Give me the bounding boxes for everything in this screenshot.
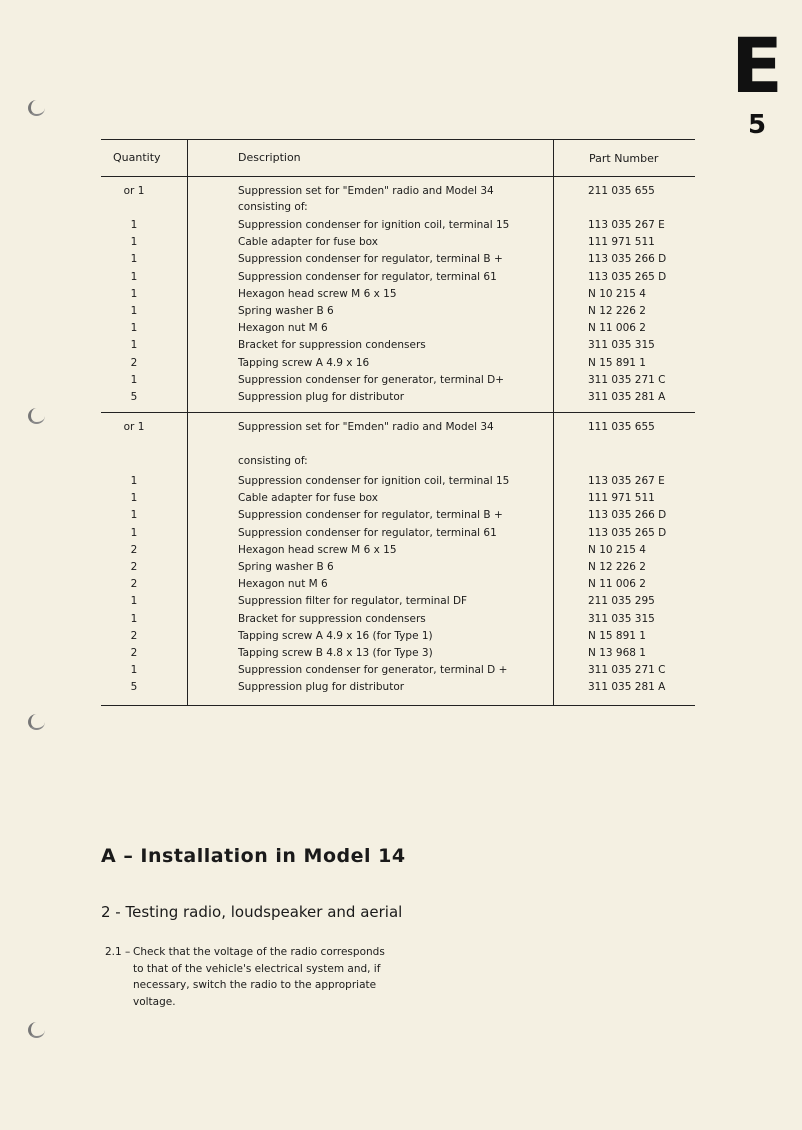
row-quantity: 1 (130, 236, 138, 249)
row-description: Cable adapter for fuse box (238, 236, 378, 249)
row-part-number: N 11 006 2 (588, 578, 646, 591)
table-row (101, 269, 695, 286)
row-quantity: 1 (130, 526, 138, 539)
row-description: Suppression condenser for generator, terminal D + (238, 664, 508, 677)
table-row (101, 286, 695, 303)
row-description: Suppression condenser for generator, terminal D+ (238, 373, 505, 386)
row-part-number: 113 035 265 D (588, 270, 667, 283)
row-description: Suppression condenser for regulator, terminal 61 (238, 270, 497, 283)
row-description: Tapping screw A 4.9 x 16 (238, 356, 370, 369)
table-row (101, 628, 695, 645)
row-part-number: 111 971 511 (588, 492, 655, 505)
table-row (101, 234, 695, 251)
row-quantity: 1 (130, 253, 138, 266)
row-part-number: 311 035 315 (588, 612, 655, 625)
table-row (101, 453, 695, 473)
row-description: Bracket for suppression condensers (238, 612, 426, 625)
row-quantity: 1 (130, 492, 138, 505)
row-part-number: N 15 891 1 (588, 356, 646, 369)
punch-hole-icon (28, 408, 45, 424)
row-quantity: 1 (130, 612, 138, 625)
row-part-number: 311 035 281 A (588, 390, 666, 403)
table-row (101, 251, 695, 268)
row-description: Hexagon nut M 6 (238, 578, 328, 591)
table-row (101, 679, 695, 696)
row-description: Suppression set for "Emden" radio and Model 34 consisting of: (238, 185, 494, 213)
row-quantity: 5 (130, 390, 138, 403)
row-quantity: 1 (130, 509, 138, 522)
row-description: Suppression condenser for regulator, terminal B + (238, 253, 503, 266)
row-part-number: N 12 226 2 (588, 304, 646, 317)
row-part-number: N 10 215 4 (588, 287, 646, 300)
table-row (101, 542, 695, 559)
table-row (101, 303, 695, 320)
row-part-number: N 13 968 1 (588, 646, 646, 659)
table-row (101, 611, 695, 628)
table-row (101, 593, 695, 610)
table-row (101, 559, 695, 576)
row-quantity: 2 (130, 578, 138, 591)
row-part-number: N 15 891 1 (588, 629, 646, 642)
table-row (101, 372, 695, 389)
instruction-paragraph (105, 944, 390, 1010)
table-row (101, 320, 695, 337)
section-tab-number: 5 (747, 110, 767, 140)
row-part-number: 311 035 271 C (588, 373, 666, 386)
row-description: Bracket for suppression condensers (238, 339, 426, 352)
row-description: Suppression plug for distributor (238, 681, 405, 694)
table-row (101, 576, 695, 593)
punch-hole-icon (28, 714, 45, 730)
row-part-number: N 10 215 4 (588, 543, 646, 556)
row-quantity: 1 (130, 339, 138, 352)
row-quantity: 2 (130, 561, 138, 573)
parts-table (101, 139, 695, 706)
header-quantity: Quantity (113, 151, 161, 164)
row-description: Tapping screw A 4.9 x 16 (for Type 1) (238, 629, 433, 642)
row-quantity: 1 (130, 287, 138, 300)
table-row (101, 217, 695, 234)
row-description: Hexagon head screw M 6 x 15 (238, 287, 397, 300)
table-row (101, 490, 695, 507)
row-quantity: 1 (130, 219, 138, 231)
row-part-number: 211 035 295 (588, 595, 655, 608)
row-description: Spring washer B 6 (238, 561, 334, 573)
row-quantity: 1 (130, 595, 138, 608)
row-part-number: 311 035 271 C (588, 664, 666, 677)
table-row (101, 183, 695, 217)
section-heading: A – Installation in Model 14 (101, 845, 406, 867)
table-row (101, 473, 695, 490)
table-row (101, 525, 695, 542)
punch-hole-icon (28, 100, 45, 116)
header-description: Description (238, 151, 301, 164)
table-row (101, 389, 695, 406)
row-part-number: 111 971 511 (588, 236, 655, 249)
row-part-number: N 11 006 2 (588, 322, 646, 335)
row-quantity: 1 (130, 373, 138, 386)
table-row (101, 419, 695, 453)
table-row (101, 337, 695, 354)
punch-hole-icon (28, 1022, 45, 1038)
row-quantity: 1 (130, 322, 138, 335)
row-part-number: 111 035 655 (588, 421, 655, 434)
table-header (101, 140, 695, 177)
row-quantity: 1 (130, 270, 138, 283)
row-quantity: or 1 (123, 421, 145, 434)
row-quantity: 2 (130, 646, 138, 659)
row-description: Suppression filter for regulator, terminal DF (238, 595, 468, 608)
row-part-number: N 12 226 2 (588, 561, 646, 573)
row-description: Suppression set for "Emden" radio and Model 34 (238, 421, 494, 434)
row-description: Cable adapter for fuse box (238, 492, 378, 505)
table-row (101, 662, 695, 679)
row-part-number: 113 035 266 D (588, 509, 667, 522)
row-description: Hexagon head screw M 6 x 15 (238, 543, 397, 556)
row-part-number: 113 035 267 E (588, 475, 665, 488)
row-description: Suppression condenser for regulator, terminal 61 (238, 526, 497, 539)
row-quantity: 2 (130, 629, 138, 642)
row-description: consisting of: (238, 455, 308, 468)
row-quantity: 5 (130, 681, 138, 694)
row-part-number: 113 035 266 D (588, 253, 667, 266)
row-part-number: 311 035 315 (588, 339, 655, 352)
row-part-number: 311 035 281 A (588, 681, 666, 694)
parts-section-2-rows (101, 473, 695, 696)
row-quantity: 1 (130, 304, 138, 317)
parts-section-1 (101, 177, 695, 412)
row-part-number: 211 035 655 (588, 185, 655, 197)
row-description: Hexagon nut M 6 (238, 322, 328, 335)
table-row (101, 507, 695, 524)
row-description: Spring washer B 6 (238, 304, 334, 317)
row-quantity: 1 (130, 475, 138, 488)
row-quantity: 1 (130, 664, 138, 677)
row-part-number: 113 035 265 D (588, 526, 667, 539)
row-quantity: 2 (130, 356, 138, 369)
row-description: Suppression plug for distributor (238, 390, 405, 403)
row-description: Suppression condenser for regulator, terminal B + (238, 509, 503, 522)
row-description: Tapping screw B 4.8 x 13 (for Type 3) (238, 646, 433, 659)
row-description: Suppression condenser for ignition coil, terminal 15 (238, 219, 510, 231)
subsection-heading: 2 - Testing radio, loudspeaker and aerial (101, 903, 403, 921)
row-quantity: 2 (130, 543, 138, 556)
row-part-number: 113 035 267 E (588, 219, 665, 231)
table-row (101, 645, 695, 662)
section-tab-letter: E (731, 21, 783, 110)
header-part-number: Part Number (589, 152, 659, 165)
paragraph-text: Check that the voltage of the radio corresponds to that of the vehicle's electrical system and, if necessary, switch the radio to the appropriate voltage. (133, 946, 385, 1008)
row-quantity: or 1 (123, 185, 145, 197)
table-row (101, 355, 695, 372)
parts-section-2 (101, 412, 695, 704)
row-description: Suppression condenser for ignition coil, terminal 15 (238, 475, 510, 488)
paragraph-number: 2.1 – (105, 946, 131, 958)
